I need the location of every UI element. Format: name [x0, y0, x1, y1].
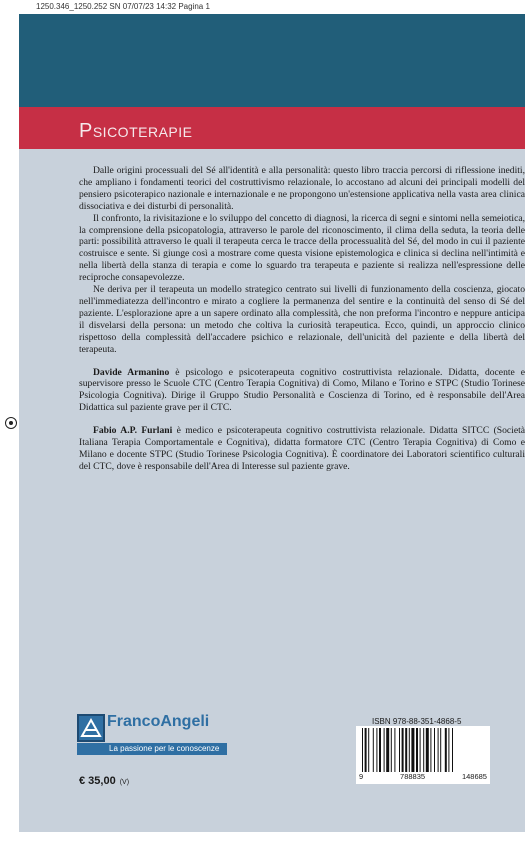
publisher-tagline: La passione per le conoscenze — [77, 743, 227, 755]
barcode-digit-group: 148685 — [461, 772, 487, 781]
barcode-bars — [356, 726, 490, 774]
print-header: 1250.346_1250.252 SN 07/07/23 14:32 Pagina 1 — [36, 2, 210, 11]
barcode-number — [359, 772, 487, 781]
publisher-logo-icon — [77, 714, 105, 742]
blurb-paragraph: Dalle origini processuali del Sé all'identità e alla personalità: questo libro traccia percorsi di riflessione inediti, che ampliano i fondamenti teorici del costruttivismo relazionale, lo accostano ad alcuni dei principali modelli del pensiero psicoterapico nazionale e internazionale e ne propongono un'estensione applicativa nella vasta area clinica dissociativa e dei disturbi di personalità. — [79, 165, 525, 212]
publisher-name: FrancoAngeli — [107, 713, 210, 730]
price-value: € 35,00 — [79, 775, 116, 787]
author-bio — [79, 425, 525, 473]
author-bio — [79, 367, 525, 415]
publisher-logo — [77, 714, 227, 756]
top-blue-band — [19, 14, 525, 107]
blurb-paragraph: Il confronto, la rivisitazione e lo sviluppo del concetto di diagnosi, la ricerca di segni e sintomi nella semeiotica, la comprensione della psicopatologia, attraverso le parole del riconoscimento, il clima della seduta, la teoria delle parti: possibilità attraverso le quali il terapeuta cerca le tracce della processualità del Sé, del modo in cui il paziente costruisce e sente. Si giunge così a mostrare come questa visione epistemologica e clinica si declina nell'intimità e nella libertà della stanza di terapia e come lo sguardo tra terapeuta e paziente si realizza nell'espressione delle reciproche consapevolezze. — [79, 212, 525, 284]
author-name: Fabio A.P. Furlani — [93, 425, 173, 437]
vat-mark: (V) — [119, 779, 130, 786]
author-name: Davide Armanino — [93, 366, 170, 378]
price — [79, 775, 129, 787]
isbn-label: ISBN 978-88-351-4868-5 — [372, 717, 462, 726]
book-back-cover — [19, 14, 525, 832]
blurb-paragraph: Ne deriva per il terapeuta un modello strategico centrato sui livelli di funzionamento della coscienza, giocato nell'immediatezza dell'incontro e mirato a cogliere la permanenza del sentire e la continuità del senso di Sé del paziente. L'esplorazione apre a un sapere ordinato alla complessità, che non preforma l'incontro e neppure anticipa il disvelarsi della persona: un metodo che coltiva la curiosità terapeutica. Ecco, quindi, un approccio clinico rispettoso della complessità dell'accadere psichico e relazionale, dell'unicità del paziente e della libertà del terapeuta. — [79, 284, 525, 355]
blurb-text — [79, 165, 525, 473]
radio-selected-icon[interactable] — [5, 417, 17, 429]
series-title: Psicoterapie — [79, 120, 193, 142]
barcode-digit-group: 788835 — [400, 772, 426, 781]
barcode-digit-group: 9 — [359, 772, 364, 781]
author-description: è medico e psicoterapeuta cognitivo costruttivista relazionale. Didatta SITCC (Società Italiana Terapia Comportamentale e Cognitiva), didatta formatore CTC (Centro Terapia Cognitiva) di Como e Milano e docente STPC (Studio Torinese Psicologia Cognitiva). È coordinatore dei Laboratori scientifico culturali del CTC, dove è responsabile dell'Area di Interesse sul paziente grave. — [79, 425, 525, 472]
author-description: è psicologo e psicoterapeuta cognitivo costruttivista relazionale. Didatta, docente e supervisore presso le Scuole CTC (Centro Terapia Cognitiva) di Como, Milano e Torino e STPC (Studio Torinese Psicologia Cognitiva). Dirige il Gruppo Studio Personalità e Coscienza di Torino, ed è responsabile dell'Area Didattica sul paziente grave per il CTC. — [79, 366, 525, 414]
